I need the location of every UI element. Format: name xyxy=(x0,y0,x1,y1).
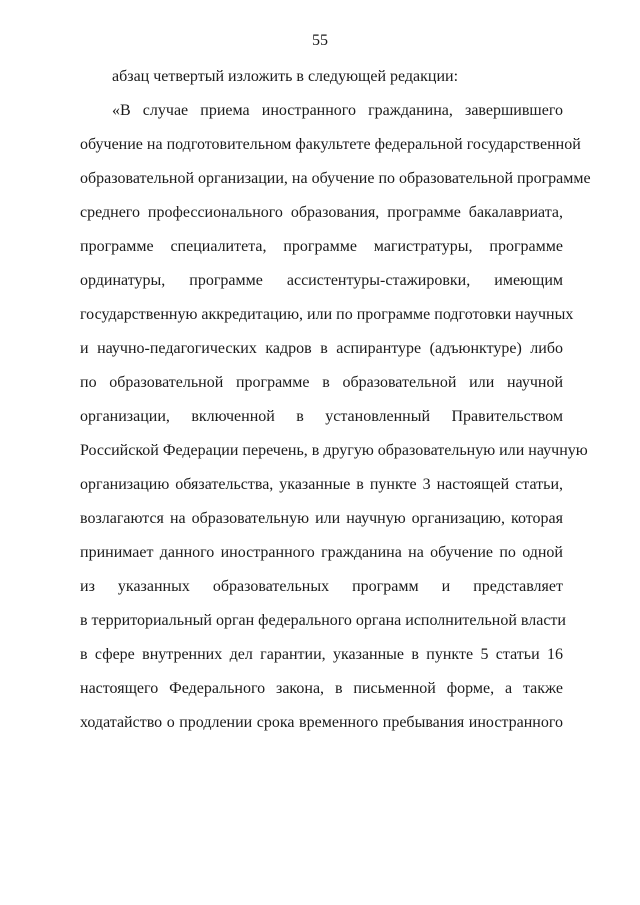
text-line: организации, включенной в установленный Правительством xyxy=(80,408,563,425)
text-line: программе специалитета, программе магистратуры, программе xyxy=(80,238,563,255)
text-line: государственную аккредитацию, или по программе подготовки научных xyxy=(80,306,574,323)
text-line: в территориальный орган федерального органа исполнительной власти xyxy=(80,612,566,629)
text-line: в сфере внутренних дел гарантии, указанные в пункте 5 статьи 16 xyxy=(80,646,563,663)
intro-line: абзац четвертый изложить в следующей редакции: xyxy=(112,68,459,85)
text-line: возлагаются на образовательную или научную организацию, которая xyxy=(80,510,563,527)
text-line: настоящего Федерального закона, в письменной форме, а также xyxy=(80,680,563,697)
text-line: из указанных образовательных программ и представляет xyxy=(80,578,563,595)
text-line: обучение на подготовительном факультете федеральной государственной xyxy=(80,136,581,153)
text-line: организацию обязательства, указанные в пункте 3 настоящей статьи, xyxy=(80,476,563,493)
text-line: образовательной организации, на обучение по образовательной программе xyxy=(80,170,591,187)
text-line: по образовательной программе в образовательной или научной xyxy=(80,374,563,391)
text-line: ходатайство о продлении срока временного пребывания иностранного xyxy=(80,714,563,731)
text-line: и научно-педагогических кадров в аспирантуре (адъюнктуре) либо xyxy=(80,340,563,357)
text-line: Российской Федерации перечень, в другую образовательную или научную xyxy=(80,442,588,459)
text-line: ординатуры, программе ассистентуры-стажировки, имеющим xyxy=(80,272,563,289)
text-line: среднего профессионального образования, программе бакалавриата, xyxy=(80,204,563,221)
text-line: принимает данного иностранного гражданина на обучение по одной xyxy=(80,544,563,561)
text-line: «В случае приема иностранного гражданина, завершившего xyxy=(112,102,563,119)
page-number: 55 xyxy=(312,32,328,49)
body-text xyxy=(80,67,591,747)
